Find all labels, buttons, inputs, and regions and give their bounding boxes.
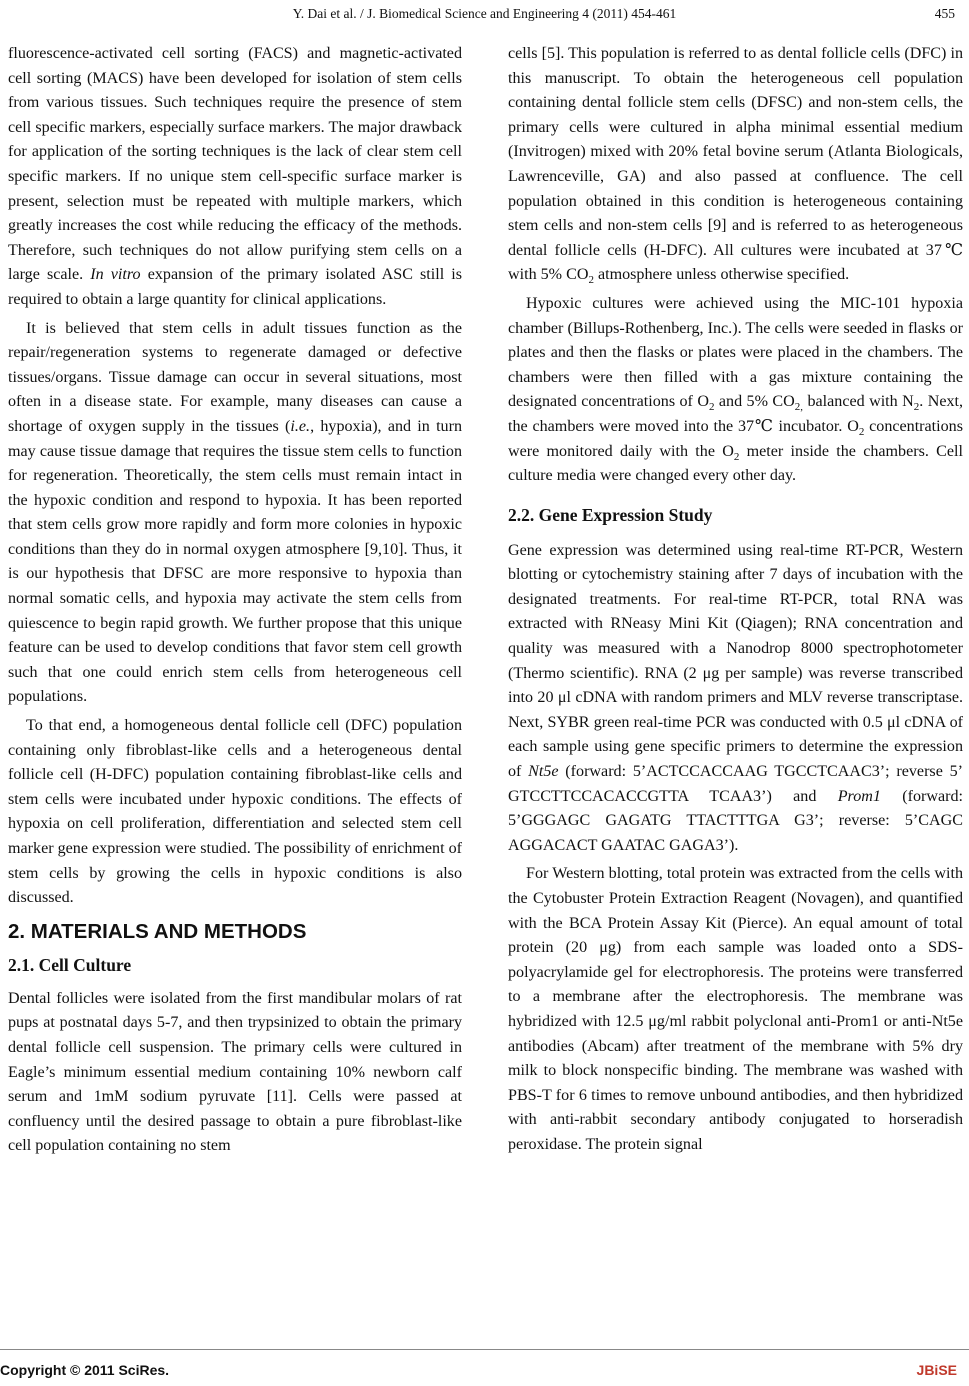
right-column — [508, 42, 963, 1158]
paragraph: For Western blotting, total protein was extracted from the cells with the Cytobuster Protein Extraction Reagent (Novagen), and quantified with the BCA Protein Assay Kit (Pierce). An equal amount of total protein (20 μg) from each sample was loaded onto a SDS-polyacrylamide gel for electrophoresis. The proteins were transferred to a membrane after the electrophoresis. The membrane was hybridized with 12.5 μg/ml rabbit polyclonal anti-Prom1 or anti-Nt5e antibodies (Abcam) after treatment of the membrane with 5% dry milk to block nonspecific binding. The membrane was washed with PBS-T for 6 times to remove unbound antibodies, and then hybridized with anti-rabbit secondary antibody conjugated to horseradish peroxidase. The protein signal — [508, 865, 963, 1153]
journal-abbreviation: JBiSE — [916, 1362, 957, 1378]
page-header — [0, 0, 969, 30]
paragraph: Gene expression was determined using real-time RT-PCR, Western blotting or cytochemistry staining after 7 days of incubation with the designated treatments. For real-time RT-PCR, total RNA was extracted with RNeasy Mini Kit (Qiagen); RNA concentration and quality was measured with a Nanodrop 8000 spectrophotometer (Thermo scientific). RNA (2 μg per sample) was reverse transcribed into 20 μl cDNA with random primers and MLV reverse transcriptase. Next, SYBR green real-time PCR was conducted with 0.5 μl cDNA of each sample using gene specific primers to determine the expression of Nt5e (forward: 5’ACTCCACCAAG TGCCTCAAC3’; reverse 5’ GTCCTTCCACACCGTTA TCAA3’) and Prom1 (forward: 5’GGGAGC GAGATG TTACTTTGA G3’; reverse: 5’CAGC AGGACACT GAATAC GAGA3’). — [508, 541, 964, 854]
subsection-heading: 2.2. Gene Expression Study — [508, 504, 713, 525]
paragraph: Dental follicles were isolated from the first mandibular molars of rat pups at postnatal days 5-7, and then trypsinized to obtain the primary dental follicle cell suspension. The primary cells were cultured in Eagle’s minimum essential medium containing 10% newborn calf serum and 1mM sodium pyruvate [11]. Cells were passed at confluency until the desired passage to obtain a pure fibroblast-like cell population containing no stem — [8, 989, 462, 1155]
paragraph: fluorescence-activated cell sorting (FACS) and magnetic-activated cell sorting (MACS) have been developed for isolation of stem cells from various tissues. Such techniques require the presence of stem cell specific markers, especially surface markers. The major drawback for application of the sorting techniques is the lack of clear stem cell specific markers. If no unique stem cell-specific surface marker is present, selection must be repeated with multiple markers, which greatly increases the cost while reducing the efficacy of the methods. Therefore, such techniques do not allow purifying stem cells on a large scale. In vitro expansion of the primary isolated ASC still is required to obtain a large quantity for clinical applications. — [8, 45, 463, 308]
paragraph: Hypoxic cultures were achieved using the MIC-101 hypoxia chamber (Billups-Rothenberg, Inc.). The cells were seeded in flasks or plates and then the flasks or plates were placed in the chambers. The chambers were then filled with a gas mixture containing the designated concentrations of $O_2$ and 5% $CO_{2,}$ balanced with $N_2$. Next, the chambers were moved into the 37℃ incubator. $O_2$ concentrations were monitored daily with the $O_2$ meter inside the chambers. Cell culture media were changed every other day. — [508, 294, 964, 485]
footer-divider — [0, 1349, 969, 1350]
paragraph: To that end, a homogeneous dental follicle cell (DFC) population containing only fibroblast-like cells and a heterogeneous dental follicle cell (H-DFC) population containing fibroblast-like cells and stem cells were incubated under hypoxic conditions. The effects of hypoxia on cell proliferation, differentiation and selected stem cell marker gene expression were studied. The possibility of enrichment of stem cells by growing the cells in hypoxic conditions is also discussed. — [8, 717, 462, 907]
left-column — [8, 42, 462, 1159]
page-number: 455 — [934, 6, 955, 21]
subsection-heading: 2.1. Cell Culture — [8, 954, 132, 975]
copyright-notice: Copyright © 2011 SciRes. — [0, 1362, 170, 1378]
paragraph: It is believed that stem cells in adult tissues function as the repair/regeneration systems to regenerate damaged or defective tissues/organs. Tissue damage can occur in several situations, most often in a disease state. For example, many diseases can cause a shortage of oxygen supply in the tissues (i.e., hypoxia), and in turn may cause tissue damage that requires the tissue stem cells to function for regeneration. Theoretically, the stem cells must remain intact in the hypoxic condition and respond to hypoxia. It has been reported that stem cells grow more rapidly and form more colonies in hypoxic conditions than they do in normal oxygen atmosphere [9,10]. Thus, it is our hypothesis that DFSC are more responsive to hypoxia than normal somatic cells, and hypoxia may activate the stem cells from quiescence to begin rapid growth. We further propose that this unique feature can be used to develop conditions that favor stem cell growth such that one could enrich stem cells from heterogeneous cell populations. — [8, 319, 462, 706]
running-head: Y. Dai et al. / J. Biomedical Science and Engineering 4 (2011) 454-461 — [292, 6, 677, 21]
paragraph: cells [5]. This population is referred to as dental follicle cells (DFC) in this manuscript. To obtain the heterogeneous cell population containing dental follicle stem cells (DFSC) and non-stem cells, the primary cells were cultured in alpha minimal essential medium (Invitrogen) mixed with 20% fetal bovine serum (Atlanta Biologicals, Lawrenceville, GA) and also passed at confluence. The cell population obtained in this condition is heterogeneous containing stem cells and non-stem cells [9] and is referred to as heterogeneous dental follicle cells (H-DFC). All cultures were incubated at 37℃ with 5% $CO_2$ atmosphere unless otherwise specified. — [508, 45, 963, 287]
section-heading: 2. MATERIALS AND METHODS — [8, 919, 307, 943]
